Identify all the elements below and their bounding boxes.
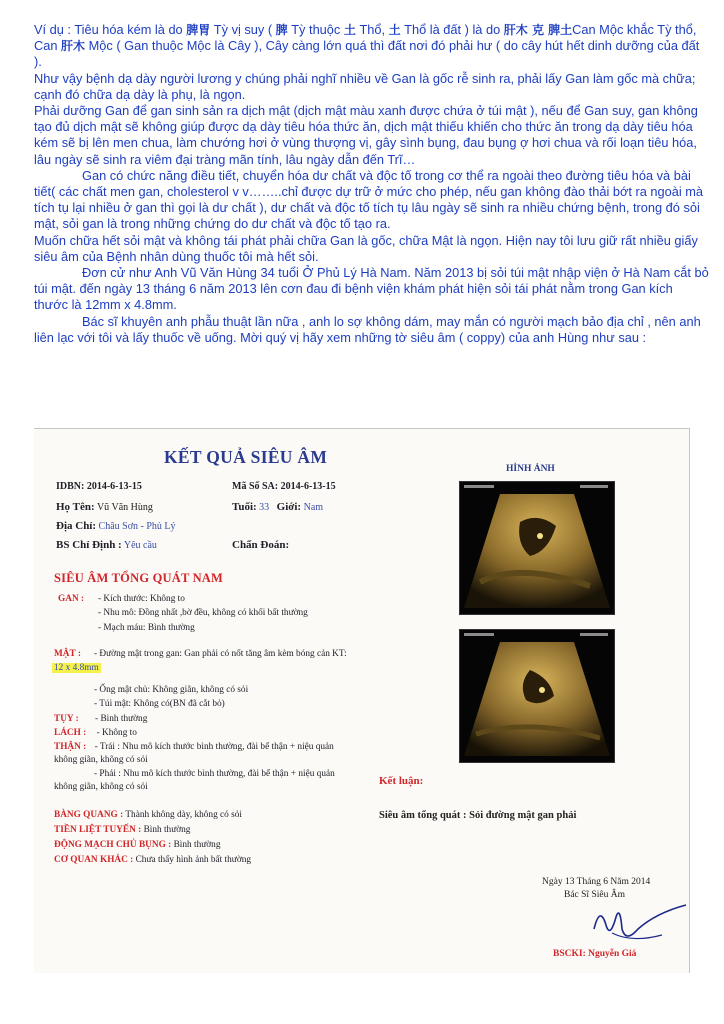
ultrasound-image-top (459, 481, 615, 615)
idbn-text: IDBN: 2014-6-13-15 (56, 481, 142, 492)
conclusion-text: Siêu âm tổng quát : Sỏi đường mật gan phải (379, 810, 577, 821)
kidney-label: THẬN : (54, 742, 87, 752)
doctor-row (56, 539, 157, 551)
report-date: Ngày 13 Tháng 6 Năm 2014 (542, 877, 651, 887)
idbn (56, 481, 142, 492)
p1-cjk-2: 脾 (275, 23, 288, 37)
p1-cjk-4: 土 (388, 23, 401, 37)
signer-name: BSCKI: Nguyễn Giá (553, 949, 637, 959)
patient-name-row (56, 501, 153, 513)
address-row (56, 520, 176, 532)
p1-cjk-1: 脾胃 (186, 23, 211, 37)
ultrasound-report (34, 428, 690, 973)
bile-size-row (52, 662, 101, 674)
liver-tissue: - Nhu mô: Đồng nhất ,bờ đều, không có khối bất thường (98, 608, 308, 618)
paragraph-3: Phải dưỡng Gan để gan sinh sản ra dịch mật (dịch mật màu xanh được chứa ở túi mật ), nếu để Gan suy, gan không tạo đủ dịch mật sẽ không giúp được dạ dày tiêu hóa thức ăn, dịch mật thiếu khiến cho thức ăn trong dạ dày tiêu hóa kém sẽ bị lên men chua, làm chướng hơi ở vùng thượng vị, gây sình bụng, đau bụng ợ hơi chua và rối loạn tiêu hóa, lâu ngày sẽ sinh ra viêm đại tràng mãn tính, lâu ngày dẫn đến Trĩ… (34, 103, 698, 167)
diagnosis-label: Chẩn Đoán: (232, 539, 290, 551)
p1-cjk-3: 土 (343, 23, 356, 37)
bile-label: MẬT : (54, 649, 81, 659)
other-organs-label: CƠ QUAN KHÁC : (54, 855, 134, 865)
liver-label: GAN : (58, 594, 85, 604)
aorta-label: ĐỘNG MẠCH CHỦ BỤNG : (54, 840, 172, 850)
patient-name: Vũ Văn Hùng (96, 502, 153, 513)
bladder-label: BÀNG QUANG : (54, 810, 124, 820)
liver-vessels: - Mạch máu: Bình thường (98, 623, 195, 633)
ultrasound-image-bottom (459, 629, 615, 763)
name-label: Họ Tên: (56, 501, 95, 513)
pancreas-value: - Bình thường (95, 714, 148, 724)
paragraph-4: Gan có chức năng điều tiết, chuyển hóa dư chất và độc tố trong cơ thể ra ngoài theo đường tiêu hóa và bài tiết( các chất men gan, cholesterol v v……..chỉ được dự trữ ở mức cho phép, nếu gan không đào thải bớt ra ngoài mà tích tụ lại nhiều ở gan thì gọi là dư chất ), dư chất và độc tố tích tụ lâu ngày sẽ sinh ra nhiều chứng bệnh, trong đó sỏi mật, sỏi gan là trong những chứng do dư chất và độc tố tạo ra. (34, 167, 704, 232)
prostate-label: TIỀN LIỆT TUYẾN : (54, 825, 142, 835)
signature-mark (582, 899, 692, 954)
prostate-row (54, 824, 190, 836)
address-label: Địa Chỉ: (56, 520, 97, 532)
kidney-left: - Trái : Nhu mô kích thước bình thường, đài bể thận + niệu quản (94, 742, 334, 752)
aorta-value: Bình thường (173, 840, 221, 850)
p1-part-f: Can Mộc khắc Tỳ thổ, Can (34, 22, 697, 54)
paragraph-6: Đơn cử như Anh Vũ Văn Hùng 34 tuổi Ở Phủ Lý Hà Nam. Năm 2013 bị sỏi túi mật nhập viện ở Hà Nam cắt bỏ túi mật. đến ngày 13 tháng 6 năm 2013 lên cơn đau đi bệnh viện khám phát hiện sỏi tái phát nằm trong Gan kích thước là 12mm x 4.8mm. (34, 265, 709, 313)
patient-gender: Nam (303, 502, 324, 513)
gallbladder: - Túi mật: Không có(BN đã cắt bỏ) (94, 699, 225, 709)
paragraph-1 (34, 22, 710, 71)
bile-label-row (54, 648, 81, 660)
p1-part-g: Mộc ( Gan thuộc Mộc là Cây ), Cây càng lớn quá thì đất nơi đó phải hư ( do cây hút hết dinh dưỡng của đất ). (34, 38, 700, 70)
paragraph-7: Bác sĩ khuyên anh phẫu thuật lần nữa , anh lo sợ không dám, may mắn có người mạch bảo địa chỉ , nên anh liên lạc với tôi và lấy thuốc về uống. Mời quý vị hãy xem những tờ siêu âm ( coppy) của anh Hùng như sau : (34, 313, 701, 345)
kidney-right: - Phải : Nhu mô kích thước bình thường, đài bể thận + niệu quản (94, 769, 335, 779)
kidney-right-b: không giãn, không có sỏi (54, 782, 148, 792)
paragraph-5: Muốn chữa hết sỏi mật và không tái phát phải chữa Gan là gốc, chữa Mật là ngọn. Hiện nay tôi lưu giữ rất nhiều giấy siêu âm của Bệnh nhân dùng thuốc tôi mà hết sỏi. (34, 232, 698, 264)
diagnosis-row (232, 539, 289, 551)
ma-so-text: Mã Số SA: 2014-6-13-15 (232, 481, 336, 492)
images-label: HÌNH ẢNH (506, 464, 555, 474)
ma-so (232, 481, 336, 492)
patient-age: 33 (259, 502, 270, 513)
liver-size: - Kích thước: Không to (98, 594, 185, 604)
paragraph-2: Như vậy bệnh dạ dày người lương y chúng phải nghĩ nhiều về Gan là gốc rễ sinh ra, phải lấy Gan làm gốc mà chữa; cạnh đó chữa dạ dày là phụ, là ngọn. (34, 70, 696, 102)
spleen-value: - Không to (96, 728, 137, 738)
ultrasound-image-bottom-graphic (460, 630, 614, 762)
signature-icon (582, 899, 692, 949)
bladder-row (54, 809, 242, 821)
kidney-left-b: không giãn, không có sỏi (54, 755, 148, 765)
age-row (232, 501, 323, 513)
report-title: KẾT QUẢ SIÊU ÂM (164, 447, 328, 467)
pancreas-label: TỤY : (54, 714, 79, 724)
spleen-row (54, 727, 137, 739)
p1-cjk-5: 肝木 克 脾土 (503, 23, 573, 37)
patient-address: Châu Sơn - Phủ Lý (98, 521, 176, 532)
p1-part-a: Ví dụ : Tiêu hóa kém là do (34, 22, 187, 37)
p1-part-c: Tỳ thuộc (287, 22, 344, 37)
gender-label: Giới: (276, 501, 302, 513)
signer-title: Bác Sĩ Siêu Âm (564, 890, 625, 900)
conclusion-label: Kết luận: (379, 775, 424, 787)
doctor-order: Yêu cầu (123, 540, 157, 551)
pancreas-row (54, 713, 147, 725)
liver-label-row (58, 593, 84, 605)
p1-cjk-6: 肝木 (61, 39, 86, 54)
age-label: Tuổi: (232, 501, 257, 513)
ultrasound-image-top-graphic (460, 482, 614, 614)
p1-part-e: Thổ là đất ) là do (400, 22, 504, 37)
p1-part-d: Thổ, (355, 22, 389, 37)
common-duct: - Ống mật chủ: Không giãn, không có sỏi (94, 685, 249, 695)
stone-size: 12 x 4.8mm (54, 663, 99, 673)
other-organs-value: Chưa thấy hình ảnh bất thường (135, 855, 252, 865)
aorta-row (54, 839, 220, 851)
article-text (34, 22, 710, 346)
doctor-label: BS Chỉ Định : (56, 539, 122, 551)
section-title: SIÊU ÂM TỔNG QUÁT NAM (54, 571, 224, 585)
kidney-row-1 (54, 741, 334, 753)
other-organs-row (54, 854, 251, 866)
spleen-label: LÁCH : (54, 728, 87, 738)
p1-part-b: Tỳ vị suy ( (210, 22, 276, 37)
bladder-value: Thành không dày, không có sỏi (125, 810, 242, 820)
prostate-value: Bình thường (143, 825, 191, 835)
bile-duct: - Đường mật trong gan: Gan phải có nốt tăng âm kèm bóng cản KT: (94, 649, 347, 659)
